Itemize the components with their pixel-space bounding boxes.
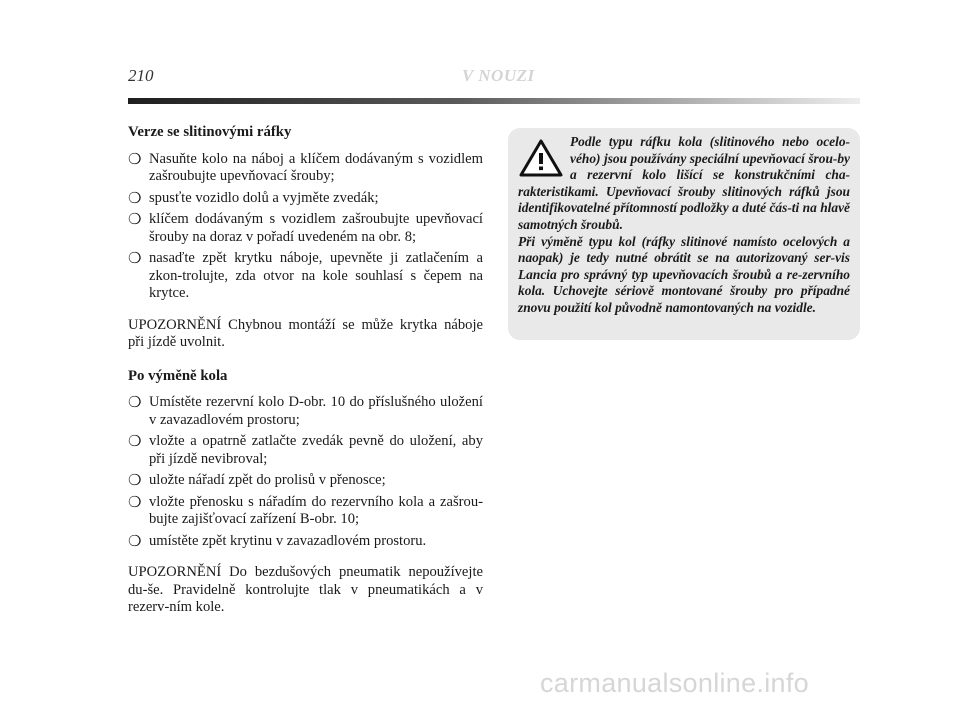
warning-text-paragraph-2: Při výměně typu kol (ráfky slitinové namísto ocelových a naopak) je tedy nutné obrátit se na autorizovaný ser-vis Lancia pro správný typ upevňovacích šroubů a re-zervního kola. Uchovejte sériově montované šrouby pro případné znovu použití kol původně namontovaných na vozidle. <box>518 233 850 315</box>
instructions-column <box>128 124 483 633</box>
list-item <box>128 151 483 186</box>
list-item <box>128 472 483 490</box>
list-item <box>128 394 483 429</box>
circle-bullet-icon: ❍ <box>128 531 142 550</box>
step-text: spusťte vozidlo dolů a vyjměte zvedák; <box>149 189 379 206</box>
list-item <box>128 250 483 303</box>
warning-text-paragraph-1: Podle typu ráfku kola (slitinového nebo ocelo-vého) jsou používány speciální upevňovací šrou-by a rezervní kolo lišící se konstrukčními cha-rakteristikami. Upevňovací šrouby slitinových ráfků jsou identifikovatelné přítomností podložky a duté čás-ti na hlavě samotných šroubů. <box>518 134 850 232</box>
list-item <box>128 494 483 529</box>
circle-bullet-icon: ❍ <box>128 210 142 228</box>
circle-bullet-icon: ❍ <box>128 432 142 450</box>
list-item <box>128 533 483 551</box>
circle-bullet-icon: ❍ <box>128 471 142 489</box>
circle-bullet-icon: ❍ <box>128 249 142 267</box>
step-text: Umístěte rezervní kolo D-obr. 10 do příslušného uložení v zavazadlovém prostoru; <box>149 394 483 428</box>
page-number: 210 <box>128 66 154 85</box>
after-change-steps-list <box>128 394 483 550</box>
tubeless-note: UPOZORNĚNÍ Do bezdušových pneumatik nepoužívejte du-še. Pravidelně kontrolujte tlak v pneumatikách a v rezerv-ním kole. <box>128 564 483 615</box>
warning-box <box>508 128 860 340</box>
list-item <box>128 190 483 208</box>
alloy-steps-list <box>128 151 483 303</box>
circle-bullet-icon: ❍ <box>128 149 142 168</box>
step-text: nasaďte zpět krytku náboje, upevněte ji zatlačením a zkon-trolujte, zda otvor na kole souhlasí s čepem na krytce. <box>149 250 483 301</box>
chapter-title: V NOUZI <box>462 66 535 85</box>
circle-bullet-icon: ❍ <box>128 393 142 411</box>
watermark: carmanualsonline.info <box>540 668 809 698</box>
hubcap-note: UPOZORNĚNÍ Chybnou montáží se může krytka náboje při jízdě uvolnit. <box>128 316 483 350</box>
step-text: Nasuňte kolo na náboj a klíčem dodávaným s vozidlem zašroubujte upevňovací šrouby; <box>149 150 483 184</box>
circle-bullet-icon: ❍ <box>128 492 142 511</box>
section-heading-after-change: Po výměně kola <box>128 367 228 384</box>
list-item <box>128 433 483 468</box>
warning-triangle-icon <box>518 138 564 178</box>
step-text: vložte a opatrně zatlačte zvedák pevně do uložení, aby při jízdě nevibroval; <box>149 433 483 467</box>
circle-bullet-icon: ❍ <box>128 188 142 207</box>
step-text: vložte přenosku s nářadím do rezervního kola a zašrou-bujte zajišťovací zařízení B-obr. 10; <box>149 493 483 527</box>
step-text: klíčem dodávaným s vozidlem zašroubujte upevňovací šrouby na doraz v pořadí uvedeném na obr. 8; <box>149 211 483 245</box>
section-heading-alloy-rims: Verze se slitinovými ráfky <box>128 124 292 140</box>
step-text: uložte nářadí zpět do prolisů v přenosce; <box>149 472 386 488</box>
header-rule <box>128 98 860 104</box>
list-item <box>128 211 483 246</box>
step-text: umístěte zpět krytinu v zavazadlovém prostoru. <box>149 532 427 549</box>
